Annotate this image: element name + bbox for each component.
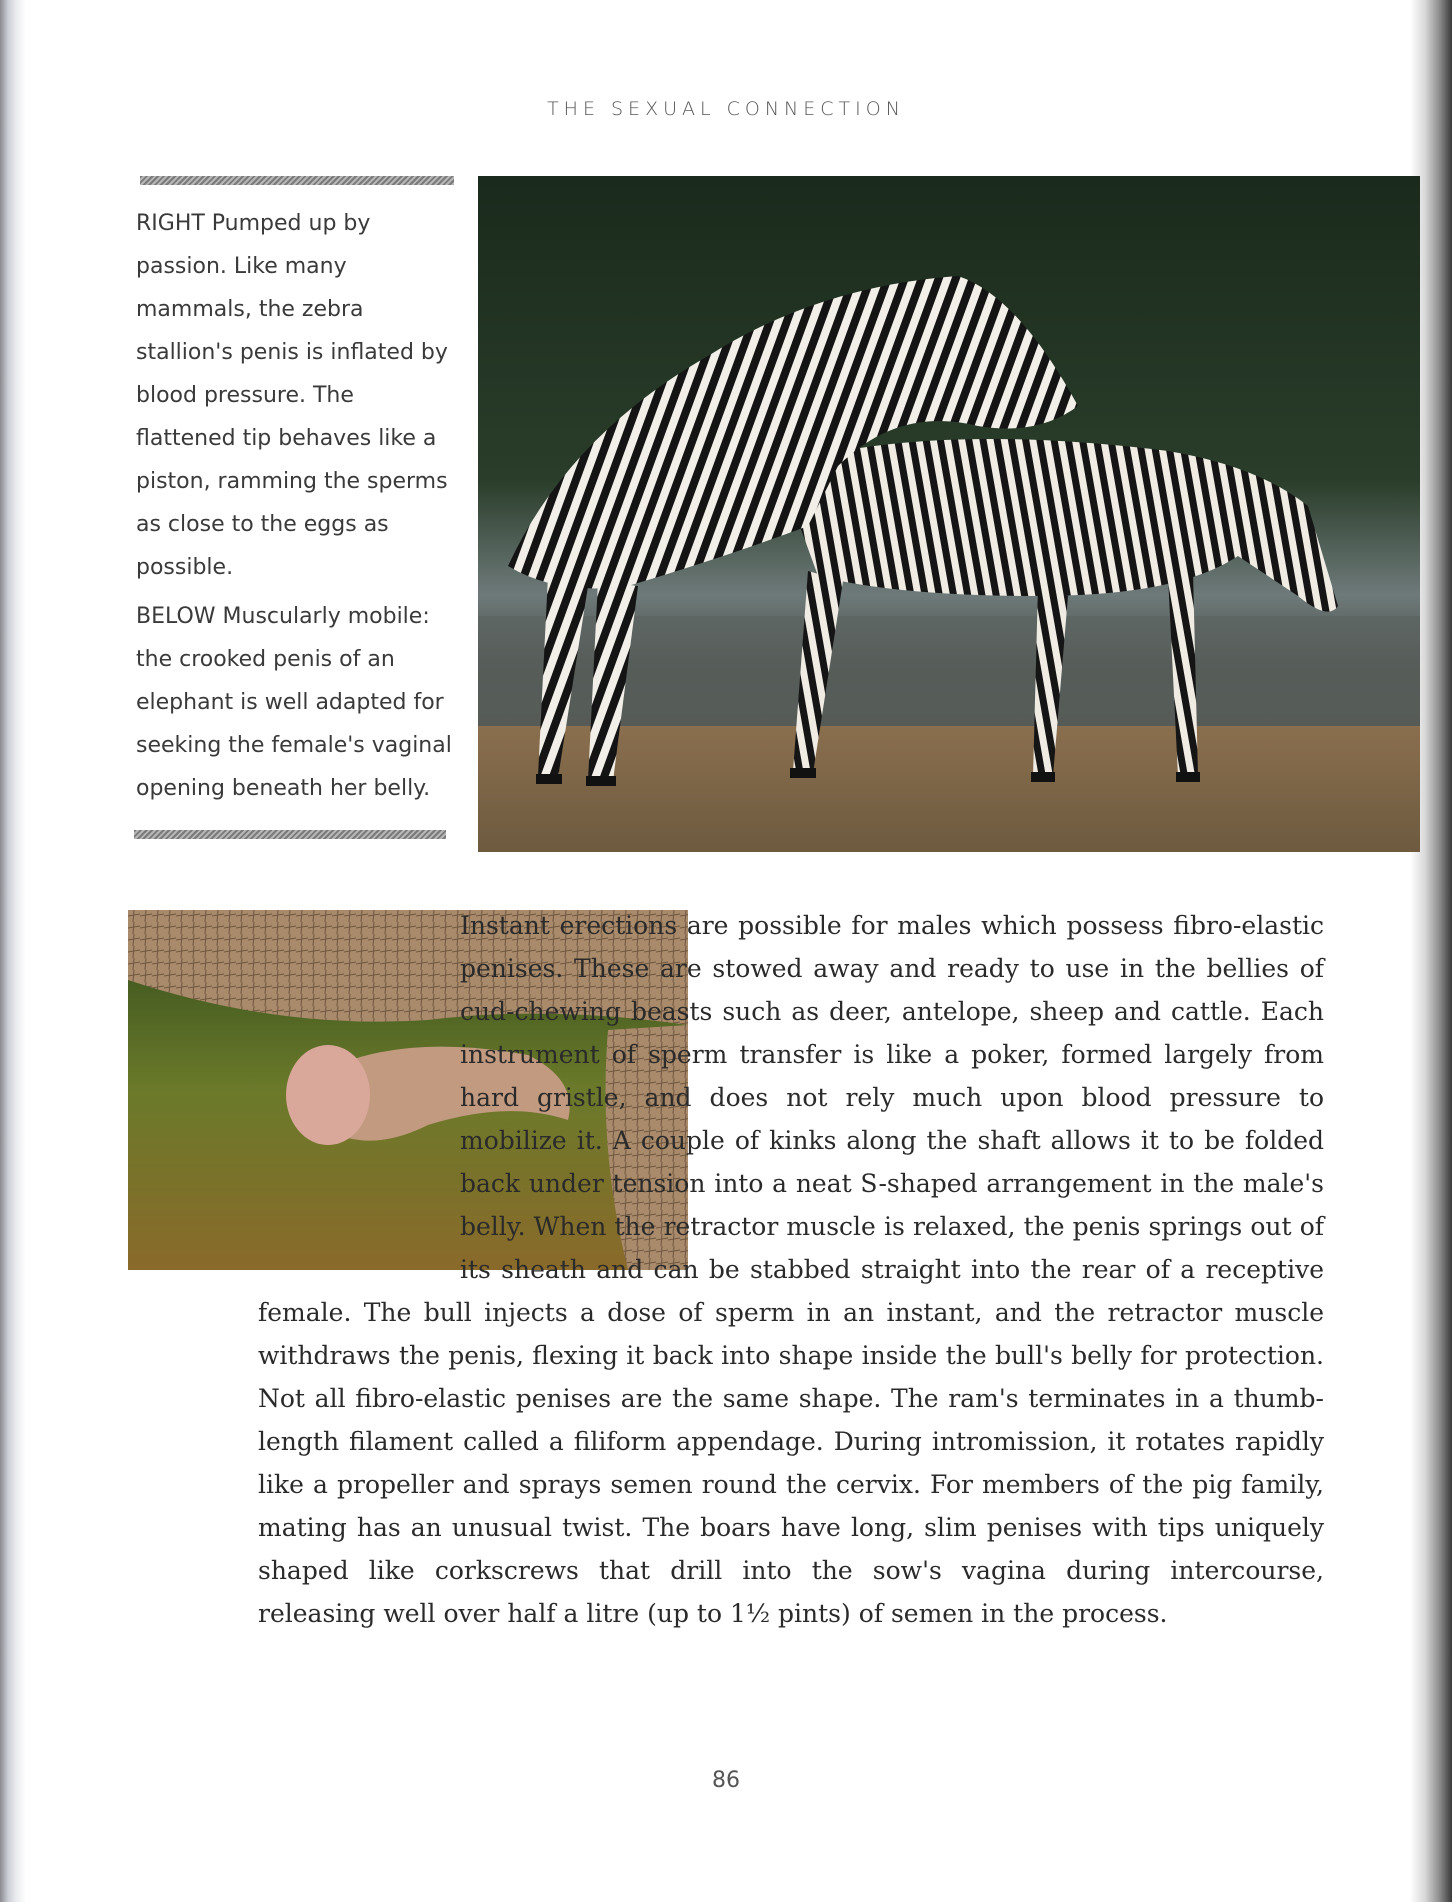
running-head: THE SEXUAL CONNECTION [547, 98, 905, 120]
caption-rule-top [140, 176, 454, 185]
body-paragraph: Instant erections are possible for males which possess fibro-elastic penises. These are stowed away and ready to use in the bellies of cud-chewing beasts such as deer, antelope, sheep and cattle. Each instrument of sperm transfer is like a poker, formed largely from hard gristle, and does not rely much upon blood pressure to mobilize it. A couple of kinks along the shaft allows it to be folded back under tension into a neat S-shaped arrangement in the male's belly. When the retractor muscle is relaxed, the penis springs out of its sheath and can be stabbed straight into the rear of a receptive female. The bull injects a dose of sperm in an instant, and the retractor muscle withdraws the penis, flexing it back into shape inside the bull's belly for protection. Not all fibro-elastic penises are the same shape. The ram's terminates in a thumb-length filament called a filiform appendage. During intromission, it rotates rapidly like a propeller and sprays semen round the cervix. For members of the pig family, mating has an unusual twist. The boars have long, slim penises with tips uniquely shaped like corkscrews that drill into the sow's vagina during intercourse, releasing well over half a litre (up to 1½ pints) of semen in the process. [258, 911, 1324, 1628]
body-text [258, 904, 1324, 1635]
caption-right: RIGHT Pumped up by passion. Like many mammals, the zebra stallion's penis is inflated by blood pressure. The flattened tip behaves like a piston, ramming the sperms as close to the eggs as possible. [136, 211, 448, 580]
caption-rule-bottom [134, 830, 446, 839]
text-wrap-spacer [0, 904, 460, 1279]
zebra-photo [478, 176, 1420, 852]
page-number: 86 [712, 1768, 740, 1793]
caption-below: BELOW Muscularly mobile: the crooked penis of an elephant is well adapted for seeking the female's vaginal opening beneath her belly. [136, 604, 452, 801]
